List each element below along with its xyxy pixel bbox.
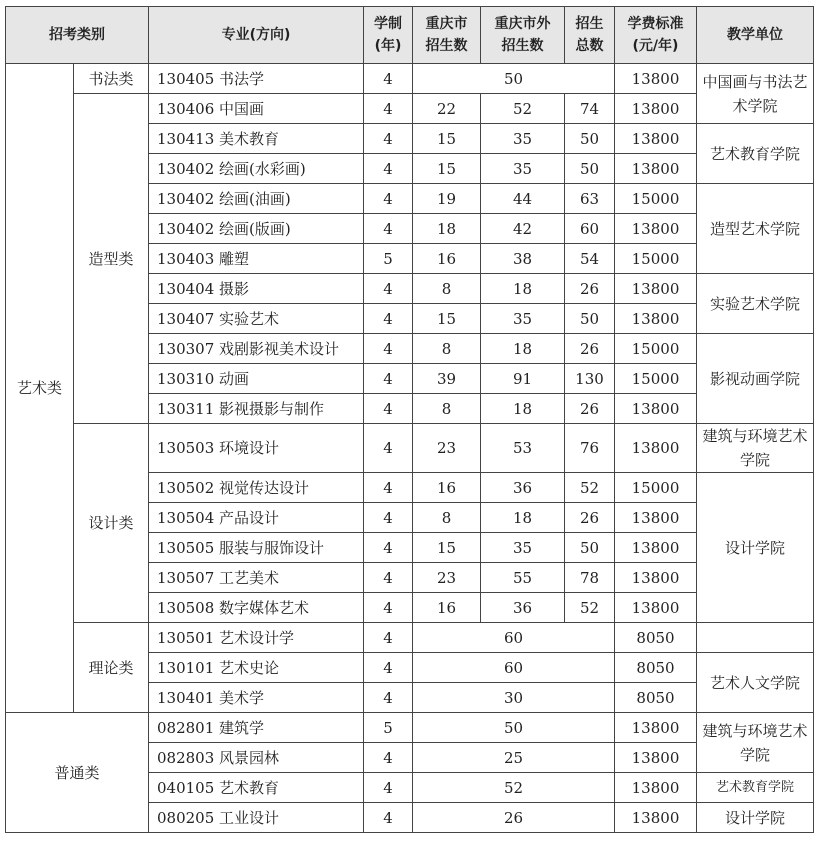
total-cell: 52 bbox=[565, 593, 615, 623]
duration-cell: 4 bbox=[364, 473, 413, 503]
total-cell: 50 bbox=[565, 154, 615, 184]
major-cell: 130311 影视摄影与制作 bbox=[149, 394, 364, 424]
unit-cell bbox=[697, 623, 814, 653]
duration-cell: 4 bbox=[364, 803, 413, 833]
unit-cell: 艺术教育学院 bbox=[697, 124, 814, 184]
admission-table bbox=[5, 6, 814, 833]
table-row bbox=[6, 94, 814, 124]
total-cell: 54 bbox=[565, 244, 615, 274]
duration-cell: 4 bbox=[364, 503, 413, 533]
duration-cell: 4 bbox=[364, 274, 413, 304]
unit-cell: 中国画与书法艺术学院 bbox=[697, 64, 814, 124]
header-cq-line2: 招生数 bbox=[425, 38, 468, 54]
major-cell: 130407 实验艺术 bbox=[149, 304, 364, 334]
major-cell: 130405 书法学 bbox=[149, 64, 364, 94]
fee-cell: 13800 bbox=[615, 803, 697, 833]
unit-cell: 实验艺术学院 bbox=[697, 274, 814, 334]
cq-cell: 16 bbox=[413, 593, 481, 623]
cq-cell: 16 bbox=[413, 244, 481, 274]
fee-cell: 13800 bbox=[615, 773, 697, 803]
outside-cell: 18 bbox=[481, 274, 565, 304]
fee-cell: 13800 bbox=[615, 394, 697, 424]
outside-cell: 55 bbox=[481, 563, 565, 593]
major-cell: 130406 中国画 bbox=[149, 94, 364, 124]
subcategory-theory: 理论类 bbox=[74, 623, 149, 713]
major-cell: 130413 美术教育 bbox=[149, 124, 364, 154]
total-cell: 26 bbox=[565, 394, 615, 424]
fee-cell: 13800 bbox=[615, 64, 697, 94]
header-fee-line1: 学费标准 bbox=[627, 16, 684, 32]
outside-cell: 52 bbox=[481, 94, 565, 124]
total-cell: 60 bbox=[565, 214, 615, 244]
cq-cell: 22 bbox=[413, 94, 481, 124]
table-row bbox=[6, 623, 814, 653]
fee-cell: 13800 bbox=[615, 154, 697, 184]
fee-cell: 15000 bbox=[615, 473, 697, 503]
category-art: 艺术类 bbox=[6, 64, 74, 713]
header-outside-line1: 重庆市外 bbox=[494, 16, 551, 32]
unit-cell: 影视动画学院 bbox=[697, 334, 814, 424]
total-cell: 50 bbox=[565, 124, 615, 154]
subcategory-modeling: 造型类 bbox=[74, 94, 149, 424]
duration-cell: 4 bbox=[364, 94, 413, 124]
duration-cell: 4 bbox=[364, 533, 413, 563]
header-outside-enrollment bbox=[481, 7, 565, 64]
cq-cell: 39 bbox=[413, 364, 481, 394]
cq-cell: 15 bbox=[413, 154, 481, 184]
outside-cell: 18 bbox=[481, 394, 565, 424]
outside-cell: 91 bbox=[481, 364, 565, 394]
fee-cell: 15000 bbox=[615, 184, 697, 214]
header-total-line2: 总数 bbox=[575, 38, 604, 54]
major-cell: 130503 环境设计 bbox=[149, 424, 364, 473]
outside-cell: 38 bbox=[481, 244, 565, 274]
major-cell: 082803 风景园林 bbox=[149, 743, 364, 773]
major-cell: 130505 服装与服饰设计 bbox=[149, 533, 364, 563]
unit-cell: 建筑与环境艺术学院 bbox=[697, 424, 814, 473]
unit-cell: 设计学院 bbox=[697, 473, 814, 623]
cq-cell: 15 bbox=[413, 124, 481, 154]
combined-enrollment-cell: 50 bbox=[413, 713, 615, 743]
subcategory-design: 设计类 bbox=[74, 424, 149, 623]
header-fee-line2: (元/年) bbox=[632, 38, 679, 54]
major-cell: 082801 建筑学 bbox=[149, 713, 364, 743]
major-cell: 130507 工艺美术 bbox=[149, 563, 364, 593]
unit-cell: 艺术教育学院 bbox=[697, 773, 814, 803]
fee-cell: 13800 bbox=[615, 214, 697, 244]
combined-enrollment-cell: 52 bbox=[413, 773, 615, 803]
header-category: 招考类别 bbox=[6, 7, 149, 64]
duration-cell: 4 bbox=[364, 653, 413, 683]
total-cell: 76 bbox=[565, 424, 615, 473]
total-cell: 26 bbox=[565, 503, 615, 533]
fee-cell: 13800 bbox=[615, 533, 697, 563]
duration-cell: 4 bbox=[364, 743, 413, 773]
major-cell: 130502 视觉传达设计 bbox=[149, 473, 364, 503]
total-cell: 52 bbox=[565, 473, 615, 503]
total-cell: 130 bbox=[565, 364, 615, 394]
total-cell: 63 bbox=[565, 184, 615, 214]
outside-cell: 35 bbox=[481, 124, 565, 154]
header-duration-line2: (年) bbox=[374, 38, 402, 54]
total-cell: 50 bbox=[565, 304, 615, 334]
fee-cell: 13800 bbox=[615, 124, 697, 154]
duration-cell: 4 bbox=[364, 124, 413, 154]
header-outside-line2: 招生数 bbox=[501, 38, 544, 54]
combined-enrollment-cell: 60 bbox=[413, 653, 615, 683]
major-cell: 130401 美术学 bbox=[149, 683, 364, 713]
fee-cell: 13800 bbox=[615, 94, 697, 124]
fee-cell: 13800 bbox=[615, 593, 697, 623]
major-cell: 130101 艺术史论 bbox=[149, 653, 364, 683]
major-cell: 130307 戏剧影视美术设计 bbox=[149, 334, 364, 364]
total-cell: 74 bbox=[565, 94, 615, 124]
fee-cell: 15000 bbox=[615, 364, 697, 394]
major-cell: 080205 工业设计 bbox=[149, 803, 364, 833]
fee-cell: 13800 bbox=[615, 743, 697, 773]
duration-cell: 4 bbox=[364, 304, 413, 334]
outside-cell: 35 bbox=[481, 304, 565, 334]
duration-cell: 4 bbox=[364, 364, 413, 394]
cq-cell: 15 bbox=[413, 533, 481, 563]
outside-cell: 35 bbox=[481, 154, 565, 184]
total-cell: 50 bbox=[565, 533, 615, 563]
major-cell: 130402 绘画(水彩画) bbox=[149, 154, 364, 184]
unit-cell: 建筑与环境艺术学院 bbox=[697, 713, 814, 773]
cq-cell: 19 bbox=[413, 184, 481, 214]
outside-cell: 42 bbox=[481, 214, 565, 244]
major-cell: 040105 艺术教育 bbox=[149, 773, 364, 803]
fee-cell: 8050 bbox=[615, 683, 697, 713]
cq-cell: 8 bbox=[413, 334, 481, 364]
major-cell: 130508 数字媒体艺术 bbox=[149, 593, 364, 623]
header-fee bbox=[615, 7, 697, 64]
major-cell: 130403 雕塑 bbox=[149, 244, 364, 274]
fee-cell: 13800 bbox=[615, 304, 697, 334]
outside-cell: 35 bbox=[481, 533, 565, 563]
fee-cell: 15000 bbox=[615, 334, 697, 364]
header-unit: 教学单位 bbox=[697, 7, 814, 64]
combined-enrollment-cell: 50 bbox=[413, 64, 615, 94]
cq-cell: 8 bbox=[413, 394, 481, 424]
category-general: 普通类 bbox=[6, 713, 149, 833]
table-row bbox=[6, 713, 814, 743]
major-cell: 130504 产品设计 bbox=[149, 503, 364, 533]
fee-cell: 15000 bbox=[615, 244, 697, 274]
outside-cell: 18 bbox=[481, 503, 565, 533]
unit-cell: 造型艺术学院 bbox=[697, 184, 814, 274]
cq-cell: 8 bbox=[413, 274, 481, 304]
header-duration-line1: 学制 bbox=[374, 16, 402, 32]
header-cq-line1: 重庆市 bbox=[425, 16, 468, 32]
duration-cell: 4 bbox=[364, 184, 413, 214]
outside-cell: 18 bbox=[481, 334, 565, 364]
header-total-line1: 招生 bbox=[575, 16, 604, 32]
unit-cell: 艺术人文学院 bbox=[697, 653, 814, 713]
fee-cell: 8050 bbox=[615, 653, 697, 683]
duration-cell: 4 bbox=[364, 683, 413, 713]
outside-cell: 53 bbox=[481, 424, 565, 473]
major-cell: 130404 摄影 bbox=[149, 274, 364, 304]
header-duration bbox=[364, 7, 413, 64]
total-cell: 78 bbox=[565, 563, 615, 593]
duration-cell: 4 bbox=[364, 214, 413, 244]
unit-cell: 设计学院 bbox=[697, 803, 814, 833]
duration-cell: 4 bbox=[364, 563, 413, 593]
fee-cell: 13800 bbox=[615, 713, 697, 743]
major-cell: 130402 绘画(版画) bbox=[149, 214, 364, 244]
outside-cell: 36 bbox=[481, 593, 565, 623]
total-cell: 26 bbox=[565, 274, 615, 304]
header-cq-enrollment bbox=[413, 7, 481, 64]
duration-cell: 5 bbox=[364, 244, 413, 274]
fee-cell: 13800 bbox=[615, 274, 697, 304]
duration-cell: 4 bbox=[364, 64, 413, 94]
duration-cell: 4 bbox=[364, 593, 413, 623]
cq-cell: 18 bbox=[413, 214, 481, 244]
combined-enrollment-cell: 26 bbox=[413, 803, 615, 833]
cq-cell: 23 bbox=[413, 563, 481, 593]
duration-cell: 4 bbox=[364, 154, 413, 184]
duration-cell: 4 bbox=[364, 394, 413, 424]
duration-cell: 4 bbox=[364, 334, 413, 364]
major-cell: 130310 动画 bbox=[149, 364, 364, 394]
table-row bbox=[6, 64, 814, 94]
table-row bbox=[6, 424, 814, 473]
cq-cell: 16 bbox=[413, 473, 481, 503]
outside-cell: 44 bbox=[481, 184, 565, 214]
duration-cell: 4 bbox=[364, 773, 413, 803]
combined-enrollment-cell: 30 bbox=[413, 683, 615, 713]
fee-cell: 13800 bbox=[615, 503, 697, 533]
duration-cell: 4 bbox=[364, 424, 413, 473]
cq-cell: 8 bbox=[413, 503, 481, 533]
outside-cell: 36 bbox=[481, 473, 565, 503]
fee-cell: 13800 bbox=[615, 424, 697, 473]
header-total bbox=[565, 7, 615, 64]
subcategory-calligraphy: 书法类 bbox=[74, 64, 149, 94]
duration-cell: 4 bbox=[364, 623, 413, 653]
cq-cell: 15 bbox=[413, 304, 481, 334]
fee-cell: 13800 bbox=[615, 563, 697, 593]
header-major: 专业(方向) bbox=[149, 7, 364, 64]
major-cell: 130402 绘画(油画) bbox=[149, 184, 364, 214]
major-cell: 130501 艺术设计学 bbox=[149, 623, 364, 653]
total-cell: 26 bbox=[565, 334, 615, 364]
combined-enrollment-cell: 25 bbox=[413, 743, 615, 773]
combined-enrollment-cell: 60 bbox=[413, 623, 615, 653]
header-row bbox=[6, 7, 814, 64]
cq-cell: 23 bbox=[413, 424, 481, 473]
duration-cell: 5 bbox=[364, 713, 413, 743]
fee-cell: 8050 bbox=[615, 623, 697, 653]
